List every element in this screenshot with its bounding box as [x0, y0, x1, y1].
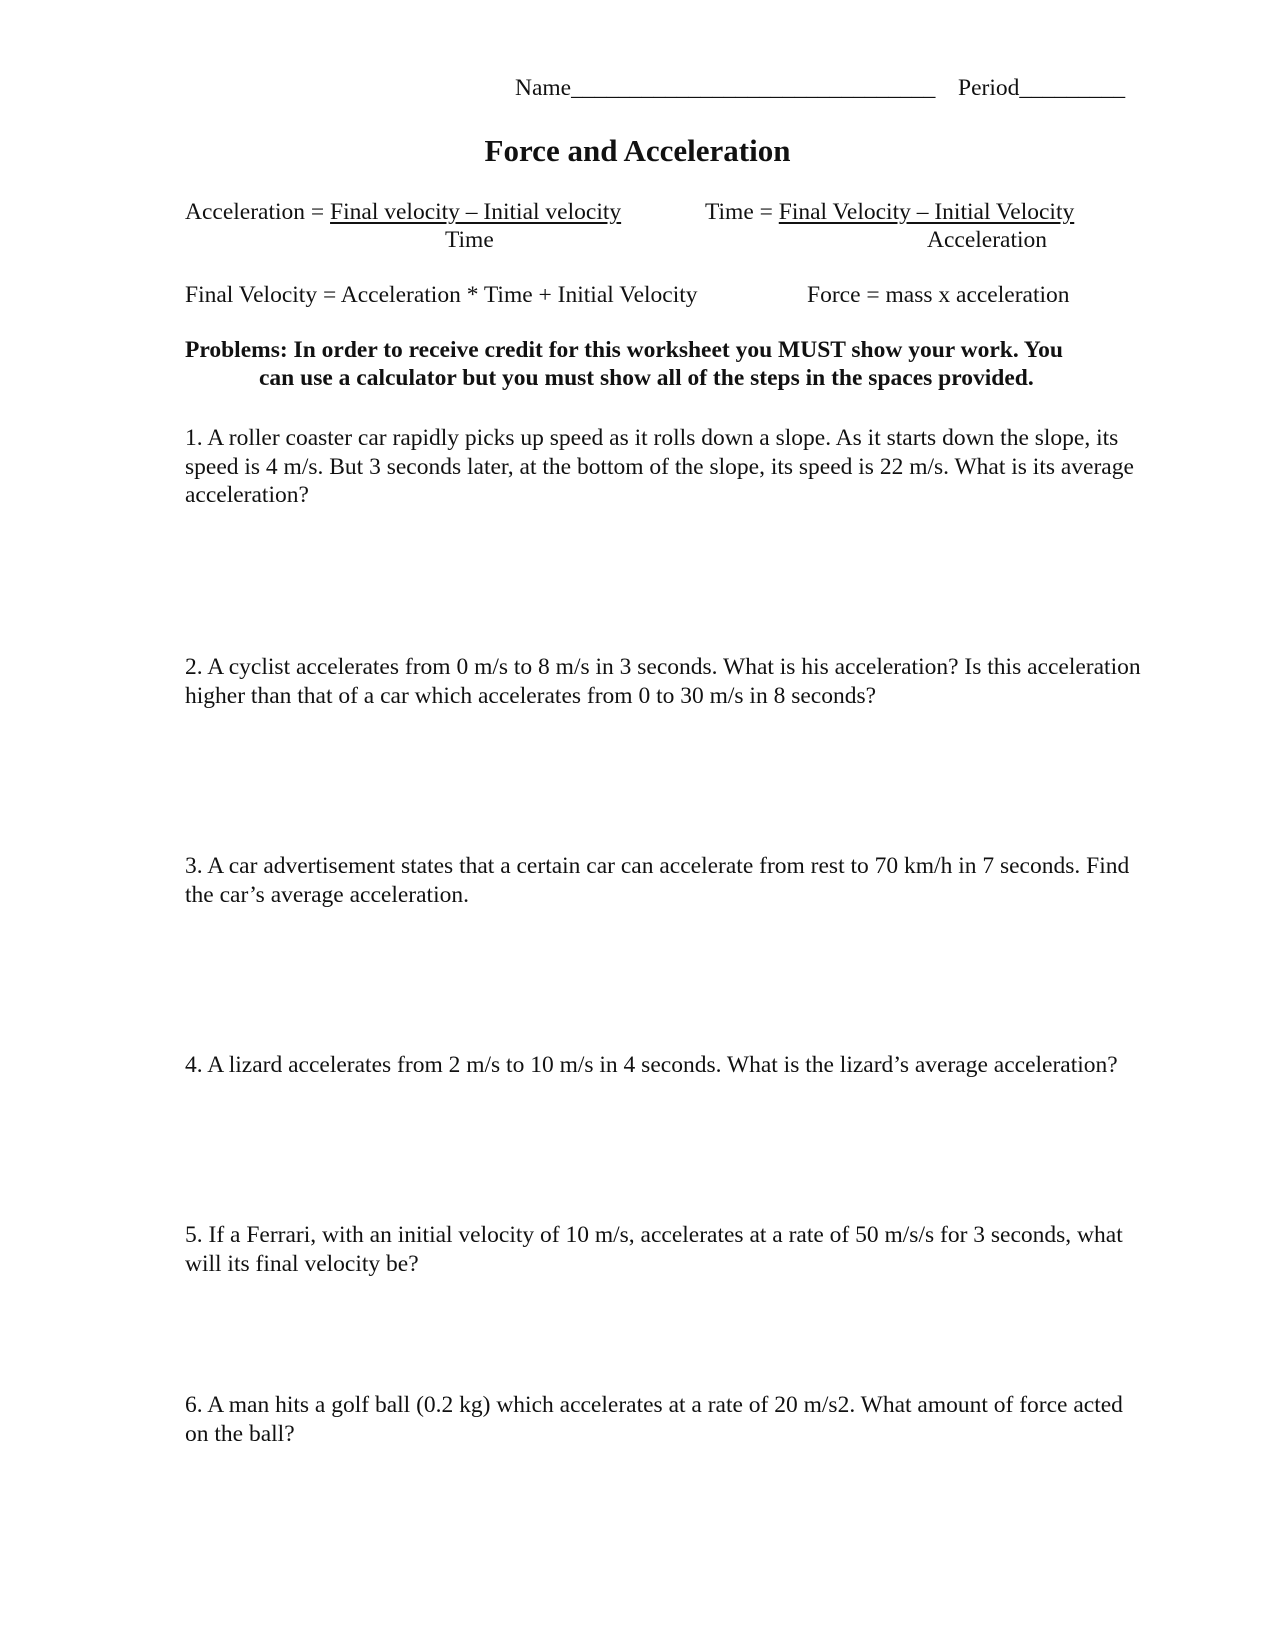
- instructions-line-2: can use a calculator but you must show all of the steps in the spaces provided.: [259, 365, 1034, 391]
- time-formula: [705, 198, 1074, 226]
- force-formula: Force = mass x acceleration: [807, 282, 1070, 308]
- problem-1: 1. A roller coaster car rapidly picks up speed as it rolls down a slope. As it starts down the slope, its speed is 4 m/s. But 3 seconds later, at the bottom of the slope, its speed is 22 m/s. What is its average acceleration?: [185, 425, 1134, 508]
- time-formula-numerator: Final Velocity – Initial Velocity: [778, 199, 1075, 225]
- acceleration-formula-lhs: Acceleration =: [185, 199, 331, 225]
- period-field[interactable]: [958, 74, 1125, 102]
- acceleration-formula-numerator: Final velocity – Initial velocity: [330, 199, 622, 225]
- name-label: Name_______________________________: [515, 75, 936, 101]
- problem-6: 6. A man hits a golf ball (0.2 kg) which accelerates at a rate of 20 m/s2. What amount of force acted on the ball?: [185, 1392, 1123, 1447]
- problem-4: 4. A lizard accelerates from 2 m/s to 10 m/s in 4 seconds. What is the lizard’s average acceleration?: [185, 1052, 1118, 1078]
- time-formula-denominator: Acceleration: [927, 227, 1048, 253]
- final-velocity-formula: Final Velocity = Acceleration * Time + Initial Velocity: [185, 282, 698, 308]
- period-label: Period_________: [958, 75, 1126, 101]
- acceleration-formula-denominator: Time: [445, 227, 494, 253]
- name-field[interactable]: [515, 74, 935, 102]
- page-title: Force and Acceleration: [484, 133, 791, 168]
- problem-2: 2. A cyclist accelerates from 0 m/s to 8 m/s in 3 seconds. What is his acceleration? Is this acceleration higher than that of a car which accelerates from 0 to 30 m/s in 8 seconds?: [185, 654, 1141, 709]
- instructions-line-1: Problems: In order to receive credit for this worksheet you MUST show your work. You: [185, 337, 1063, 363]
- problem-3: 3. A car advertisement states that a certain car can accelerate from rest to 70 km/h in 7 seconds. Find the car’s average acceleration.: [185, 853, 1130, 908]
- time-formula-lhs: Time =: [705, 199, 779, 225]
- problem-5: 5. If a Ferrari, with an initial velocity of 10 m/s, accelerates at a rate of 50 m/s/s for 3 seconds, what will its final velocity be?: [185, 1222, 1123, 1277]
- acceleration-formula: [185, 198, 621, 226]
